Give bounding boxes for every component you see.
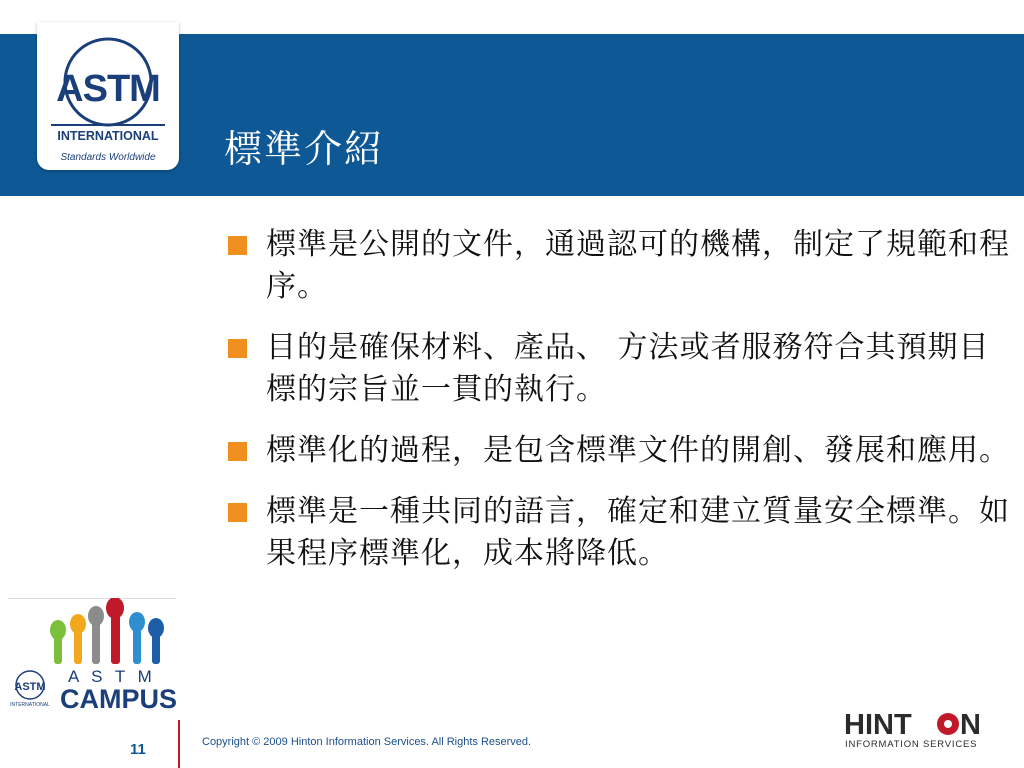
bullet-square-icon xyxy=(228,339,247,358)
campus-word: CAMPUS xyxy=(60,684,176,714)
footer-accent-bar xyxy=(178,720,180,768)
bullet-text: 標準化的過程，是包含標準文件的開創、發展和應用。 xyxy=(266,433,1010,468)
hinton-logo-graphic xyxy=(842,706,998,752)
astm-campus-logo xyxy=(8,598,176,718)
page-number: 11 xyxy=(130,741,146,758)
bullet-text: 標準是公開的文件，通過認可的機構，制定了規範和程序。 xyxy=(266,227,1010,304)
astm-logo-graphic xyxy=(37,22,179,170)
astm-logo-mark: ASTM xyxy=(56,68,160,110)
astm-logo-line1: INTERNATIONAL xyxy=(57,129,159,143)
bullet-item xyxy=(226,224,1016,308)
hinton-word-right: N xyxy=(960,709,981,741)
bullet-text: 目的是確保材料、產品、 方法或者服務符合其預期目標的宗旨並一貫的執行。 xyxy=(266,330,990,407)
hinton-o-center xyxy=(944,720,952,728)
raised-hands-icon xyxy=(50,598,164,664)
campus-letters: A S T M xyxy=(68,667,156,686)
astm-logo-line2: Standards Worldwide xyxy=(60,152,156,163)
bullet-item xyxy=(226,491,1016,575)
astm-logo xyxy=(37,22,179,170)
copyright-text: Copyright © 2009 Hinton Information Services. All Rights Reserved. xyxy=(202,736,532,748)
bullet-item xyxy=(226,327,1016,411)
bullet-square-icon xyxy=(228,442,247,461)
hinton-subtitle: INFORMATION SERVICES xyxy=(845,739,978,750)
hinton-word-left: HINT xyxy=(844,709,912,741)
small-astm-mark: ASTM xyxy=(14,681,46,693)
astm-campus-graphic xyxy=(8,598,176,714)
bullet-list xyxy=(226,224,1016,594)
hinton-logo xyxy=(842,706,998,756)
bullet-item xyxy=(226,430,1016,472)
slide-title: 標準介紹 xyxy=(224,127,385,171)
small-astm-line: INTERNATIONAL xyxy=(10,702,50,708)
bullet-square-icon xyxy=(228,236,247,255)
bullet-text: 標準是一種共同的語言，確定和建立質量安全標準。如果程序標準化，成本將降低。 xyxy=(266,494,1010,571)
bullet-square-icon xyxy=(228,503,247,522)
